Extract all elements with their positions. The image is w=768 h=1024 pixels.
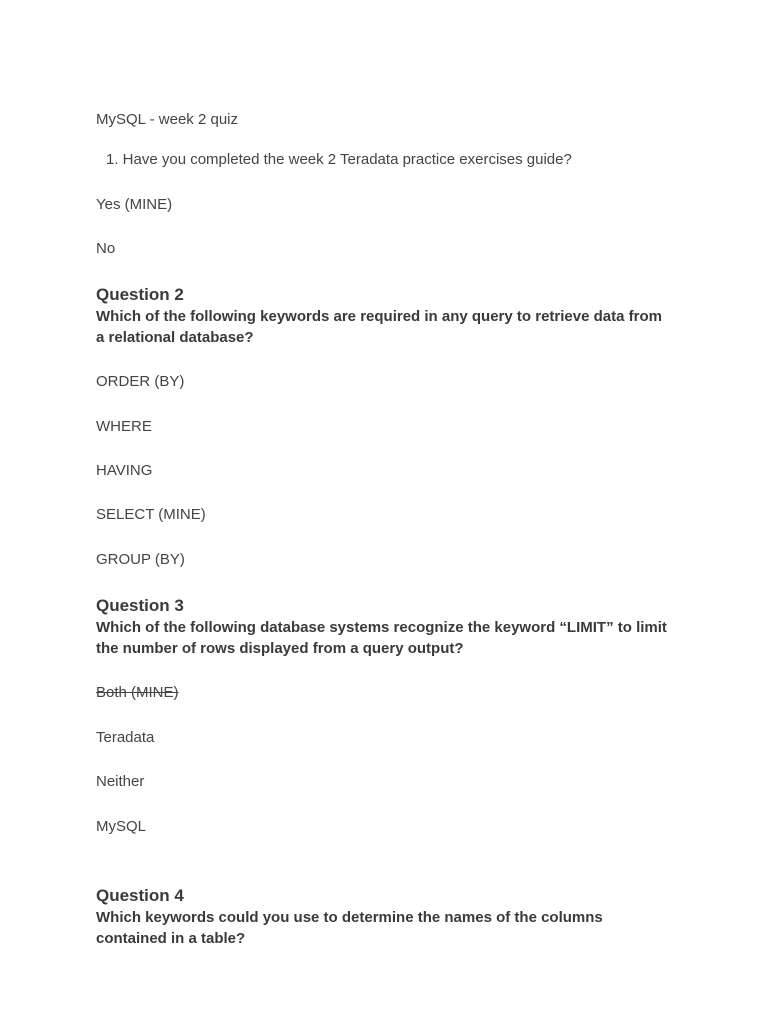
question-3-option-1-struck: Both (MINE) bbox=[96, 684, 179, 701]
question-2-option-3: HAVING bbox=[96, 462, 153, 479]
document-title: MySQL - week 2 quiz bbox=[96, 111, 238, 128]
question-3-option-4: MySQL bbox=[96, 818, 147, 835]
question-4-title: Question 4 bbox=[96, 886, 184, 905]
question-1-text: 1. Have you completed the week 2 Teradata practice exercises guide? bbox=[106, 151, 572, 168]
question-2-title: Question 2 bbox=[96, 285, 184, 304]
question-2-option-5: GROUP (BY) bbox=[96, 551, 185, 568]
question-3-text: Which of the following database systems recognize the keyword “LIMIT” to limit the number of rows displayed from a query output? bbox=[96, 619, 667, 657]
question-2-option-1: ORDER (BY) bbox=[96, 373, 185, 390]
question-3-title: Question 3 bbox=[96, 596, 184, 615]
question-1-option-1: Yes (MINE) bbox=[96, 196, 173, 213]
question-2-text: Which of the following keywords are required in any query to retrieve data from a relational database? bbox=[96, 308, 662, 346]
question-1-option-2: No bbox=[96, 240, 116, 257]
question-2-option-4: SELECT (MINE) bbox=[96, 506, 206, 523]
question-3-option-2: Teradata bbox=[96, 729, 155, 746]
question-2-option-2: WHERE bbox=[96, 418, 152, 435]
question-3-option-3: Neither bbox=[96, 773, 145, 790]
question-4-text: Which keywords could you use to determine the names of the columns contained in a table? bbox=[96, 909, 603, 947]
